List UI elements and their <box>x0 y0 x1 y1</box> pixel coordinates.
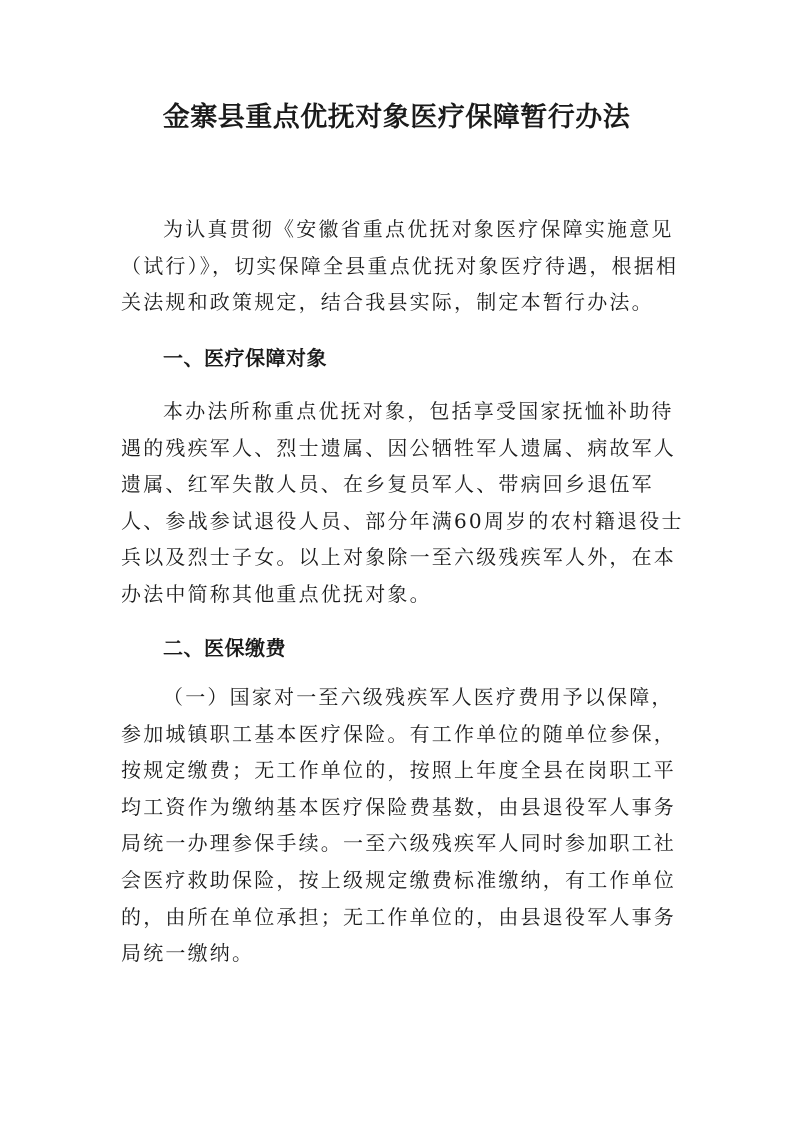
section1-heading: 一、医疗保障对象 <box>163 346 327 370</box>
section2-line: 局统一办理参保手续。一至六级残疾军人同时参加职工社 <box>121 831 676 856</box>
section1-line: 人、参战参试退役人员、部分年满60周岁的农村籍退役士 <box>121 508 684 533</box>
section1-line: 遗属、红军失散人员、在乡复员军人、带病回乡退伍军 <box>121 472 654 497</box>
section2-line: 局统一缴纳。 <box>121 941 255 966</box>
section2-line: 的，由所在单位承担；无工作单位的，由县退役军人事务 <box>121 904 676 929</box>
section1-line: 兵以及烈士子女。以上对象除一至六级残疾军人外，在本 <box>121 545 676 570</box>
section2-paragraph <box>121 679 676 972</box>
section2-line: 会医疗救助保险，按上级规定缴费标准缴纳，有工作单位 <box>121 867 676 892</box>
section1-line: 遇的残疾军人、烈士遗属、因公牺牲军人遗属、病故军人 <box>121 435 676 460</box>
section1-line: 办法中简称其他重点优抚对象。 <box>121 581 432 606</box>
section2-heading: 二、医保缴费 <box>163 636 286 660</box>
section1-paragraph <box>121 393 684 613</box>
intro-line: 关法规和政策规定，结合我县实际，制定本暂行办法。 <box>121 290 654 315</box>
section1-line: 本办法所称重点优抚对象，包括享受国家抚恤补助待 <box>163 399 674 423</box>
intro-line: （试行）》，切实保障全县重点优抚对象医疗待遇，根据相 <box>121 253 679 278</box>
document-title: 金寨县重点优抚对象医疗保障暂行办法 <box>162 102 631 133</box>
intro-line: 为认真贯彻《安徽省重点优抚对象医疗保障实施意见 <box>163 217 674 241</box>
intro-paragraph <box>121 211 679 321</box>
section2-line: （一）国家对一至六级残疾军人医疗费用予以保障， <box>163 685 674 709</box>
section2-line: 均工资作为缴纳基本医疗保险费基数，由县退役军人事务 <box>121 794 676 819</box>
section2-line: 参加城镇职工基本医疗保险。有工作单位的随单位参保， <box>121 721 676 746</box>
section2-line: 按规定缴费；无工作单位的，按照上年度全县在岗职工平 <box>121 758 676 783</box>
